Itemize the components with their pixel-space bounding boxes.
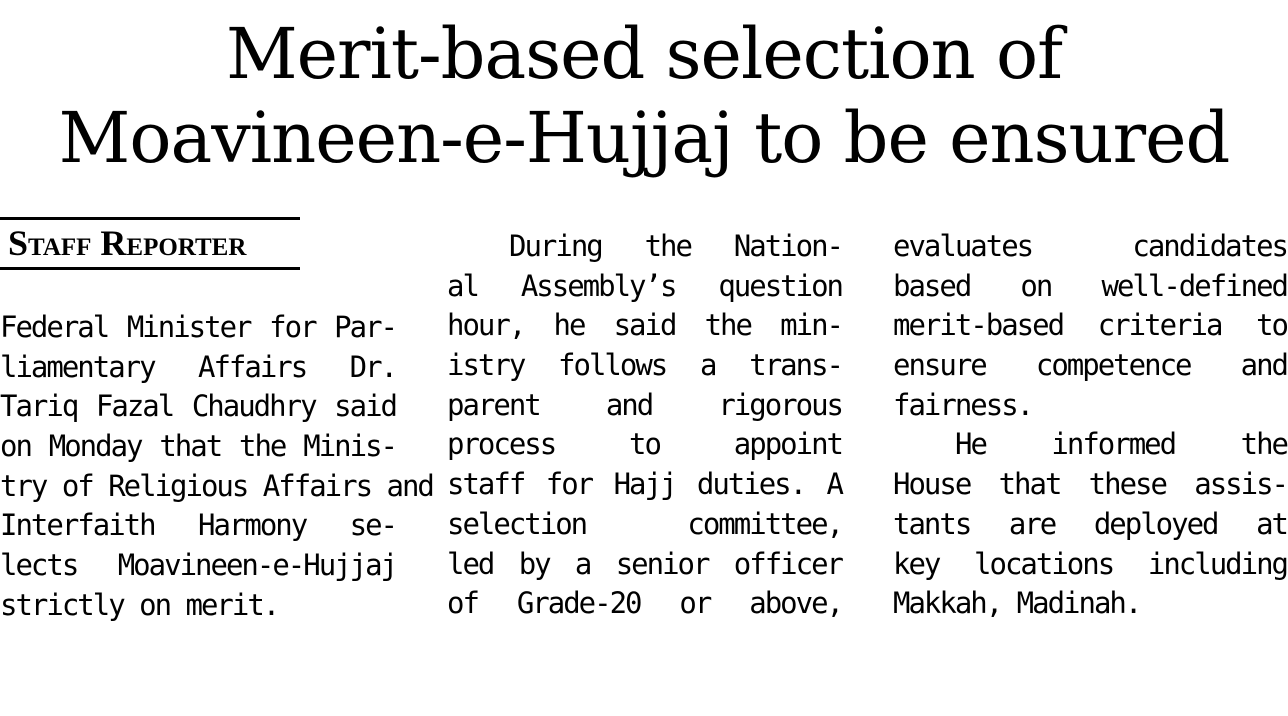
byline: Staff Reporter <box>0 217 300 270</box>
column-2-line: istry follows a trans- <box>447 348 842 383</box>
column-3-line: tants are deployed at <box>893 506 1287 541</box>
headline-line-1: Merit-based selection of <box>225 13 1063 95</box>
column-3-line: key locations including <box>893 546 1287 581</box>
headline <box>0 12 1288 180</box>
column-3-line: House that these assis- <box>893 467 1287 502</box>
article-column-2 <box>447 227 842 624</box>
column-3-line: ensure competence and <box>893 348 1287 383</box>
column-3-line: Makkah, Madinah. <box>893 586 1141 621</box>
column-2-line: parent and rigorous <box>447 387 842 422</box>
column-1-line: Federal Minister for Par- <box>0 310 396 344</box>
column-3-line: fairness. <box>893 387 1033 422</box>
column-3-line: He informed the <box>955 427 1287 462</box>
column-2-line: staff for Hajj duties. A <box>447 467 842 502</box>
column-3-line: merit-based criteria to <box>893 308 1287 343</box>
column-1-line: on Monday that the Minis- <box>0 429 396 464</box>
column-1-line: liamentary Affairs Dr. <box>0 349 396 384</box>
column-3-line: based on well-defined <box>893 268 1287 303</box>
column-2-line: led by a senior officer <box>447 546 842 581</box>
article-column-1 <box>0 308 433 626</box>
column-1-line: Interfaith Harmony se- <box>0 508 396 543</box>
article-column-3 <box>893 227 1287 624</box>
column-2-line: process to appoint <box>447 427 842 462</box>
column-2-line: During the Nation- <box>509 229 842 263</box>
column-2-line: al Assembly’s question <box>447 268 842 303</box>
column-2-line: hour, he said the min- <box>447 308 842 343</box>
column-1-line: try of Religious Affairs and <box>0 468 433 503</box>
column-2-line: selection committee, <box>447 506 842 541</box>
column-1-line: strictly on merit. <box>0 587 279 622</box>
headline-line-2: Moavineen-e-Hujjaj to be ensured <box>58 97 1230 179</box>
column-3-line: evaluates candidates <box>893 229 1287 263</box>
column-1-line: lects Moavineen-e-Hujjaj <box>0 548 396 583</box>
column-2-line: of Grade-20 or above, <box>447 586 842 621</box>
column-1-line: Tariq Fazal Chaudhry said <box>0 389 396 424</box>
